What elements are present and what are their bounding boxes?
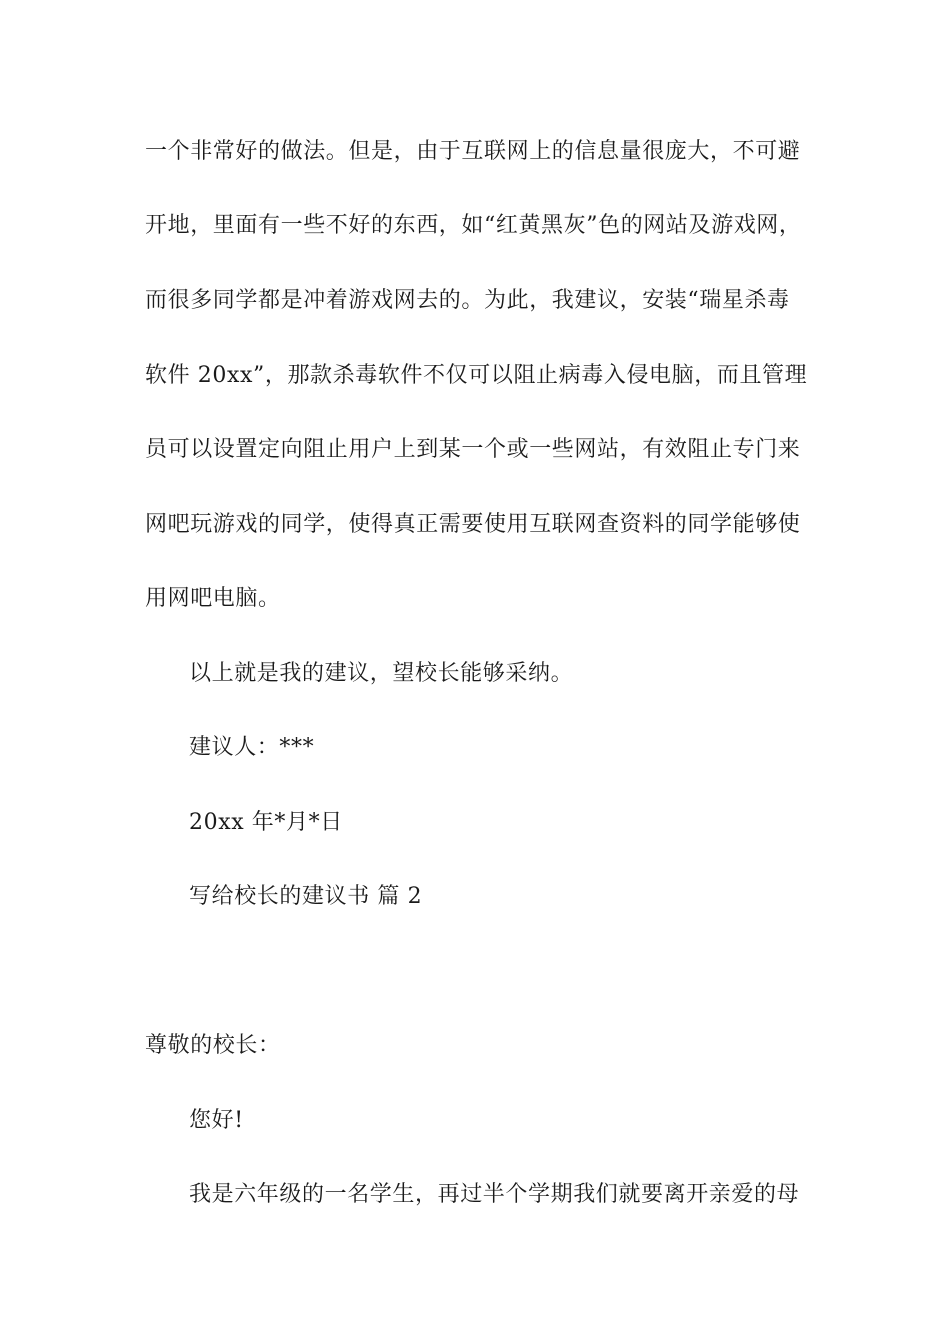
signature-line: 建议人：*** [189, 735, 315, 760]
body-text-line: 员可以设置定向阻止用户上到某一个或一些网站，有效阻止专门来 [145, 437, 801, 462]
body-text-line: 开地，里面有一些不好的东西，如“红黄黑灰”色的网站及游戏网， [145, 213, 802, 238]
greeting: 您好! [189, 1108, 244, 1133]
body-text-line: 一个非常好的做法。但是，由于互联网上的信息量很庞大，不可避 [145, 139, 801, 164]
salutation: 尊敬的校长： [145, 1033, 281, 1058]
body-text-line: 用网吧电脑。 [145, 586, 281, 611]
body-text-line: 软件 20xx”，那款杀毒软件不仅可以阻止病毒入侵电脑，而且管理 [145, 363, 808, 388]
body-text-line: 网吧玩游戏的同学，使得真正需要使用互联网查资料的同学能够使 [145, 512, 801, 537]
date-line: 20xx 年*月*日 [189, 810, 343, 835]
body-text-line: 我是六年级的一名学生，再过半个学期我们就要离开亲爱的母 [189, 1182, 800, 1207]
section-heading: 写给校长的建议书 篇 2 [189, 884, 423, 909]
closing-sentence: 以上就是我的建议，望校长能够采纳。 [189, 661, 574, 686]
body-text-line: 而很多同学都是冲着游戏网去的。为此，我建议，安装“瑞星杀毒 [145, 288, 790, 313]
